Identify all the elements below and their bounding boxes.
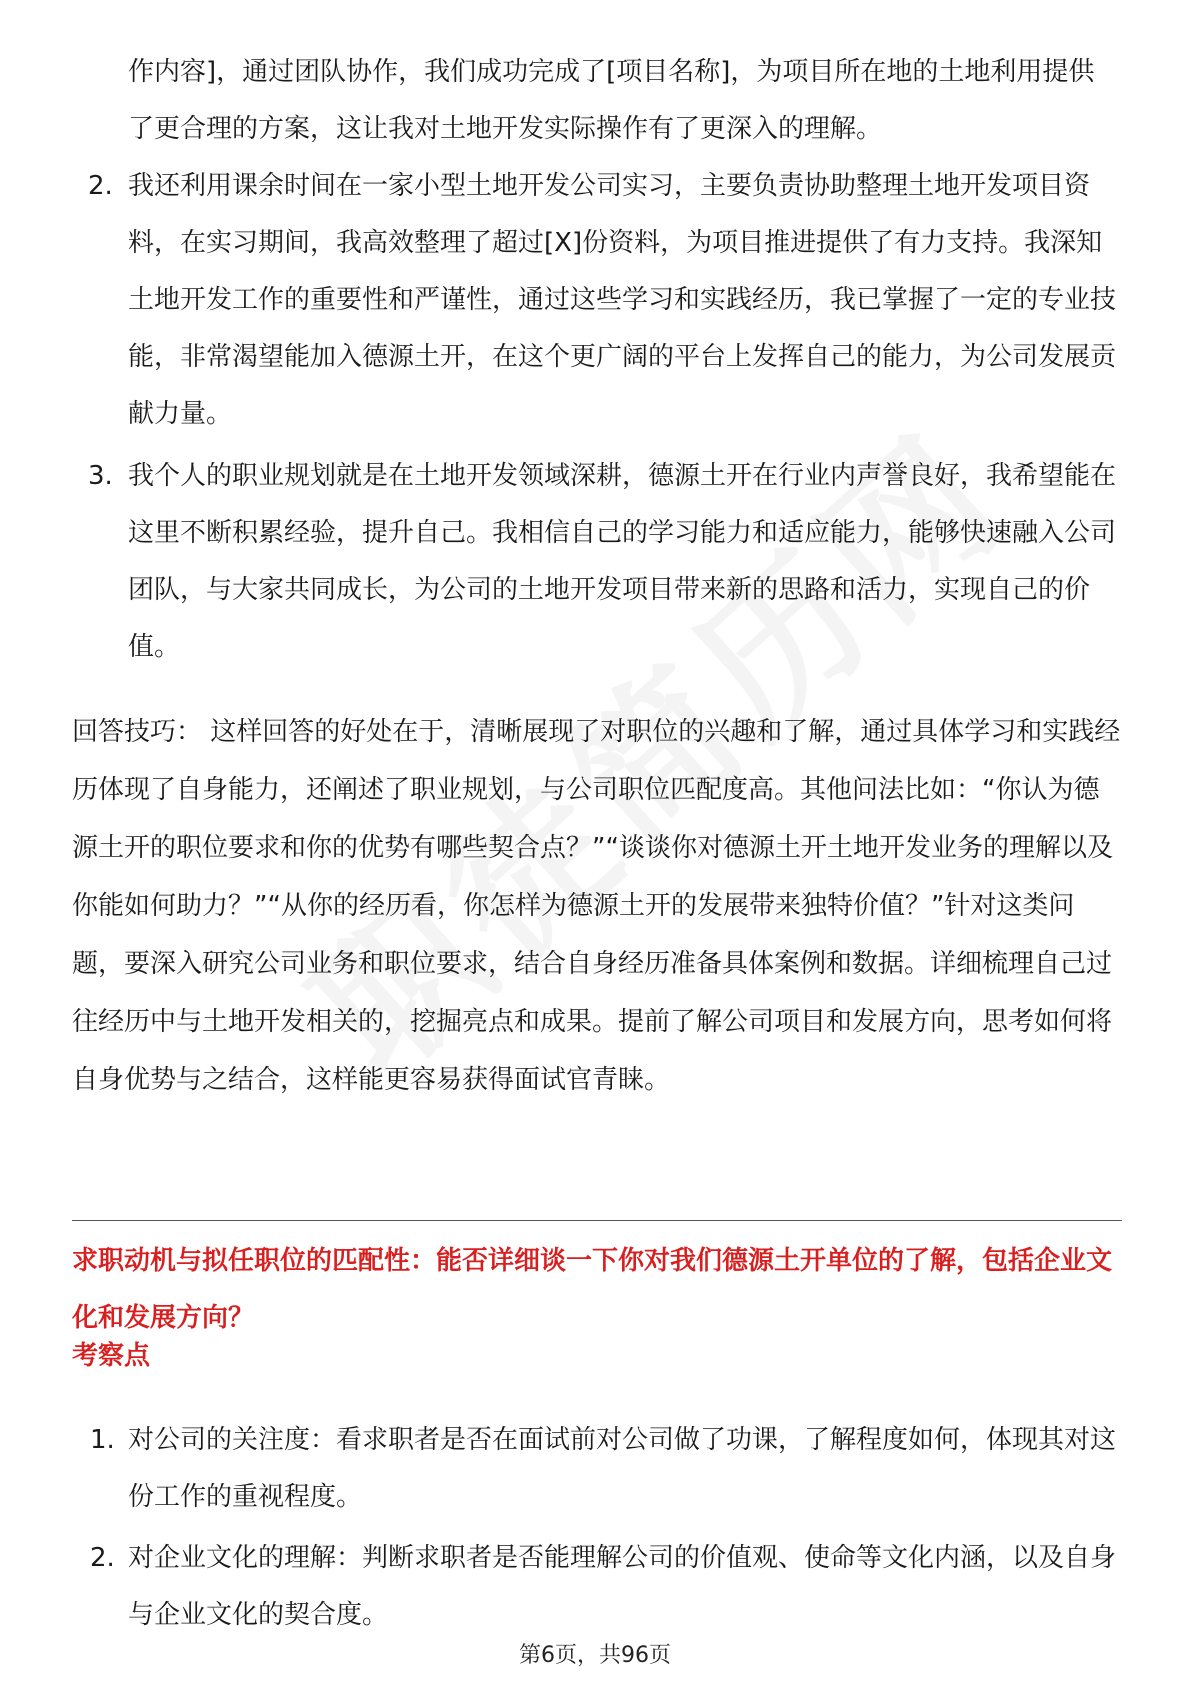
list-number: 2. [90,1543,115,1573]
list-item [72,448,1122,676]
list-item-text: 我个人的职业规划就是在土地开发领域深耕，德源土开在行业内声誉良好，我希望能在这里不断积累经验，提升自己。我相信自己的学习能力和适应能力，能够快速融入公司团队，与大家共同成长，为公司的土地开发项目带来新的思路和活力，实现自己的价值。 [128,461,1117,662]
points-list [72,1412,1122,1644]
answer-list [72,158,1122,676]
list-number: 3. [88,461,113,491]
list-item [72,1412,1122,1526]
continued-paragraph: 作内容]，通过团队协作，我们成功完成了[项目名称]，为项目所在地的土地利用提供了更合理的方案，这让我对土地开发实际操作有了更深入的理解。 [128,57,1095,144]
list-item-text: 对企业文化的理解：判断求职者是否能理解公司的价值观、使命等文化内涵，以及自身与企业文化的契合度。 [128,1543,1117,1630]
list-item [72,1530,1122,1644]
section-title: 考察点 [72,1341,151,1371]
list-number: 2. [88,171,113,201]
answer-tips: 回答技巧： 这样回答的好处在于，清晰展现了对职位的兴趣和了解，通过具体学习和实践经历体现了自身能力，还阐述了职业规划，与公司职位匹配度高。其他问法比如：“你认为德源土开的职位要求和你的优势有哪些契合点？”“谈谈你对德源土开土地开发业务的理解以及你能如何助力？”“从你的经历看，你怎样为德源土开的发展带来独特价值？”针对这类问题，要深入研究公司业务和职位要求，结合自身经历准备具体案例和数据。详细梳理自己过往经历中与土地开发相关的，挖掘亮点和成果。提前了解公司项目和发展方向，思考如何将自身优势与之结合，这样能更容易获得面试官青睐。 [72,717,1121,1095]
section-divider [72,1220,1122,1221]
list-item-text: 我还利用课余时间在一家小型土地开发公司实习，主要负责协助整理土地开发项目资料，在实习期间，我高效整理了超过[X]份资料，为项目推进提供了有力支持。我深知土地开发工作的重要性和严谨性，通过这些学习和实践经历，我已掌握了一定的专业技能，非常渴望能加入德源土开，在这个更广阔的平台上发挥自己的能力，为公司发展贡献力量。 [128,171,1117,429]
list-item [72,158,1122,443]
page-footer: 第6页，共96页 [519,1643,671,1668]
list-item-text: 对公司的关注度：看求职者是否在面试前对公司做了功课，了解程度如何，体现其对这份工作的重视程度。 [128,1425,1117,1512]
list-number: 1. [90,1425,115,1455]
question-heading: 求职动机与拟任职位的匹配性：能否详细谈一下你对我们德源土开单位的了解，包括企业文化和发展方向？ [72,1246,1113,1333]
